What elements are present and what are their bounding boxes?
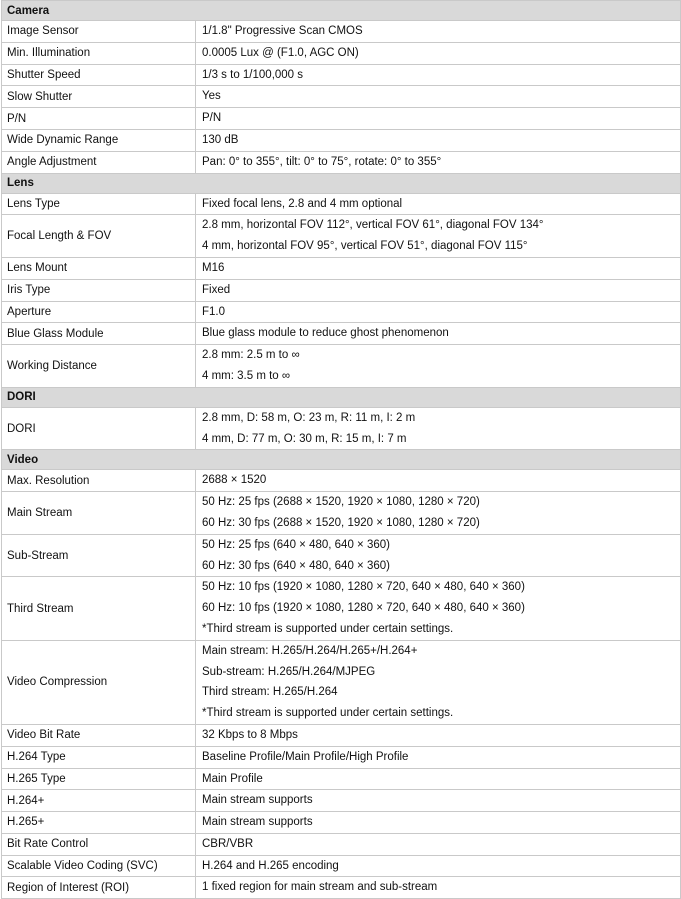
spec-key: P/N	[2, 108, 196, 130]
spec-key: H.265+	[2, 812, 196, 834]
spec-key: Third Stream	[2, 577, 196, 640]
spec-value: *Third stream is supported under certain settings.	[202, 622, 454, 635]
spec-row	[2, 790, 681, 812]
spec-value-cell	[196, 470, 681, 492]
spec-key: Shutter Speed	[2, 64, 196, 86]
spec-row	[2, 833, 681, 855]
spec-key: H.264 Type	[2, 746, 196, 768]
spec-key: Focal Length & FOV	[2, 215, 196, 258]
spec-value-cell	[196, 86, 681, 108]
spec-row	[2, 86, 681, 108]
spec-row	[2, 492, 681, 535]
spec-value: 32 Kbps to 8 Mbps	[202, 728, 298, 741]
spec-value-cell	[196, 640, 681, 724]
spec-value-cell	[196, 790, 681, 812]
spec-value-cell	[196, 323, 681, 345]
spec-row	[2, 129, 681, 151]
spec-value-cell	[196, 768, 681, 790]
spec-value-cell	[196, 257, 681, 279]
spec-key: Bit Rate Control	[2, 833, 196, 855]
section-header-row	[2, 450, 681, 470]
section-header-row	[2, 173, 681, 193]
spec-value: 2.8 mm, D: 58 m, O: 23 m, R: 11 m, I: 2 m	[202, 411, 416, 424]
spec-key: Video Bit Rate	[2, 724, 196, 746]
spec-row	[2, 877, 681, 899]
spec-key: Angle Adjustment	[2, 151, 196, 173]
section-header-row	[2, 1, 681, 21]
spec-value-cell	[196, 64, 681, 86]
spec-value-cell	[196, 877, 681, 899]
spec-row	[2, 407, 681, 450]
spec-value: M16	[202, 261, 225, 274]
spec-value-cell	[196, 492, 681, 535]
spec-row	[2, 215, 681, 258]
spec-value: 4 mm, D: 77 m, O: 30 m, R: 15 m, I: 7 m	[202, 432, 407, 445]
spec-value: 60 Hz: 10 fps (1920 × 1080, 1280 × 720, 640 × 480, 640 × 360)	[202, 602, 525, 615]
spec-value-cell	[196, 193, 681, 215]
spec-value-cell	[196, 21, 681, 43]
spec-key: Image Sensor	[2, 21, 196, 43]
spec-key: Video Compression	[2, 640, 196, 724]
spec-table	[1, 0, 681, 899]
spec-key: DORI	[2, 407, 196, 450]
spec-table-body	[2, 1, 681, 899]
spec-value: Third stream: H.265/H.264	[202, 686, 338, 699]
spec-value: Blue glass module to reduce ghost phenomenon	[202, 327, 449, 340]
spec-row	[2, 108, 681, 130]
spec-key: Slow Shutter	[2, 86, 196, 108]
spec-row	[2, 640, 681, 724]
spec-row	[2, 812, 681, 834]
spec-value-cell	[196, 407, 681, 450]
spec-value: F1.0	[202, 305, 226, 318]
spec-value: *Third stream is supported under certain settings.	[202, 707, 454, 720]
spec-value: 2.8 mm, horizontal FOV 112°, vertical FOV 61°, diagonal FOV 134°	[202, 219, 544, 232]
spec-row	[2, 301, 681, 323]
spec-key: Iris Type	[2, 279, 196, 301]
spec-value-cell	[196, 724, 681, 746]
spec-value: 50 Hz: 25 fps (640 × 480, 640 × 360)	[202, 538, 390, 551]
spec-value: Fixed	[202, 283, 231, 296]
spec-value: 1 fixed region for main stream and sub-stream	[202, 881, 438, 894]
spec-key: Min. Illumination	[2, 42, 196, 64]
spec-key: Max. Resolution	[2, 470, 196, 492]
spec-value-cell	[196, 812, 681, 834]
spec-key: Sub-Stream	[2, 534, 196, 577]
spec-value: CBR/VBR	[202, 837, 254, 850]
spec-row	[2, 193, 681, 215]
spec-value-cell	[196, 534, 681, 577]
spec-key: Region of Interest (ROI)	[2, 877, 196, 899]
spec-row	[2, 257, 681, 279]
spec-value: 4 mm: 3.5 m to ∞	[202, 369, 291, 382]
spec-value-cell	[196, 833, 681, 855]
spec-value: P/N	[202, 112, 222, 125]
spec-key: Working Distance	[2, 345, 196, 388]
spec-value: 50 Hz: 25 fps (2688 × 1520, 1920 × 1080, 1280 × 720)	[202, 496, 480, 509]
spec-value-cell	[196, 301, 681, 323]
section-title: DORI	[2, 387, 681, 407]
section-title: Camera	[2, 1, 681, 21]
spec-key: H.265 Type	[2, 768, 196, 790]
spec-key: Main Stream	[2, 492, 196, 535]
spec-value-cell	[196, 345, 681, 388]
spec-value: Baseline Profile/Main Profile/High Profile	[202, 750, 409, 763]
spec-value-cell	[196, 151, 681, 173]
spec-value: Yes	[202, 90, 221, 103]
spec-value-cell	[196, 279, 681, 301]
spec-value: 60 Hz: 30 fps (2688 × 1520, 1920 × 1080, 1280 × 720)	[202, 516, 480, 529]
spec-key: H.264+	[2, 790, 196, 812]
spec-row	[2, 768, 681, 790]
spec-key: Blue Glass Module	[2, 323, 196, 345]
spec-value-cell	[196, 42, 681, 64]
spec-row	[2, 724, 681, 746]
spec-value-cell	[196, 855, 681, 877]
spec-value: 130 dB	[202, 133, 239, 146]
spec-key: Wide Dynamic Range	[2, 129, 196, 151]
spec-key: Lens Mount	[2, 257, 196, 279]
spec-value: Pan: 0° to 355°, tilt: 0° to 75°, rotate: 0° to 355°	[202, 155, 442, 168]
spec-row	[2, 279, 681, 301]
spec-value-cell	[196, 108, 681, 130]
spec-value: Sub-stream: H.265/H.264/MJPEG	[202, 665, 376, 678]
spec-row	[2, 151, 681, 173]
spec-value: H.264 and H.265 encoding	[202, 859, 339, 872]
spec-value: Main stream supports	[202, 794, 313, 807]
spec-key: Scalable Video Coding (SVC)	[2, 855, 196, 877]
spec-value: 0.0005 Lux @ (F1.0, AGC ON)	[202, 46, 359, 59]
spec-value-cell	[196, 215, 681, 258]
spec-value-cell	[196, 577, 681, 640]
spec-row	[2, 64, 681, 86]
spec-value: 1/1.8" Progressive Scan CMOS	[202, 25, 363, 37]
spec-row	[2, 21, 681, 43]
spec-value: Main stream: H.265/H.264/H.265+/H.264+	[202, 644, 418, 657]
spec-key: Aperture	[2, 301, 196, 323]
spec-row	[2, 42, 681, 64]
spec-key: Lens Type	[2, 193, 196, 215]
spec-row	[2, 323, 681, 345]
spec-row	[2, 746, 681, 768]
section-header-row	[2, 387, 681, 407]
spec-value-cell	[196, 746, 681, 768]
spec-value: Main Profile	[202, 772, 263, 785]
spec-row	[2, 534, 681, 577]
spec-row	[2, 470, 681, 492]
spec-value: 4 mm, horizontal FOV 95°, vertical FOV 51°, diagonal FOV 115°	[202, 240, 528, 253]
spec-value: Fixed focal lens, 2.8 and 4 mm optional	[202, 197, 403, 210]
spec-value: 1/3 s to 1/100,000 s	[202, 68, 304, 81]
spec-value: 60 Hz: 30 fps (640 × 480, 640 × 360)	[202, 559, 390, 572]
spec-value: Main stream supports	[202, 816, 313, 829]
spec-value: 2688 × 1520	[202, 474, 267, 487]
spec-value: 50 Hz: 10 fps (1920 × 1080, 1280 × 720, 640 × 480, 640 × 360)	[202, 581, 525, 594]
section-title: Lens	[2, 173, 681, 193]
spec-value-cell	[196, 129, 681, 151]
spec-row	[2, 345, 681, 388]
section-title: Video	[2, 450, 681, 470]
spec-value: 2.8 mm: 2.5 m to ∞	[202, 349, 300, 362]
spec-row	[2, 855, 681, 877]
spec-row	[2, 577, 681, 640]
